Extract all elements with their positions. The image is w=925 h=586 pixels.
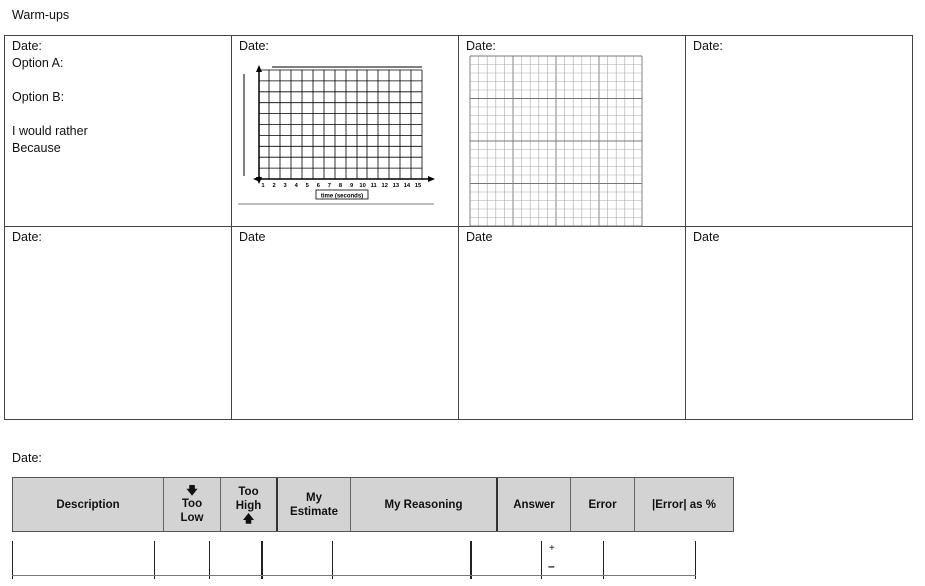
x-tick-label: 4 xyxy=(294,183,298,189)
error-input-cell[interactable] xyxy=(558,541,603,575)
warmup-cell-6[interactable] xyxy=(232,227,458,419)
y-arrow-up-icon xyxy=(256,65,262,72)
because-label: Because xyxy=(12,141,61,155)
my-estimate-input-cell[interactable] xyxy=(263,541,332,575)
arrow-up-icon: 🡅 xyxy=(242,512,255,525)
x-tick-label: 9 xyxy=(349,183,354,189)
x-tick-label: 6 xyxy=(316,183,320,189)
coordinate-graph xyxy=(236,60,436,210)
too-high-input-cell[interactable] xyxy=(210,541,261,575)
warmup-cell-graph[interactable] xyxy=(232,36,458,226)
cell-date-label: Date: xyxy=(466,39,496,53)
my-reasoning-input-cell[interactable] xyxy=(333,541,470,575)
header-too-high: Too High 🡅 xyxy=(221,478,278,531)
x-tick-label: 14 xyxy=(403,183,411,189)
x-tick-label: 2 xyxy=(272,183,276,189)
x-tick-label: 3 xyxy=(283,183,287,189)
cell-date-label: Date: xyxy=(12,230,42,244)
x-tick-label: 5 xyxy=(305,183,309,189)
warmup-cell-8[interactable] xyxy=(686,227,912,419)
cell-date-label: Date: xyxy=(239,39,269,53)
header-description: Description xyxy=(13,478,164,531)
option-b-label: Option B: xyxy=(12,90,65,104)
x-tick-label: 11 xyxy=(370,183,377,189)
x-axis-label: time (seconds) xyxy=(320,193,364,200)
x-tick-label: 15 xyxy=(414,183,422,189)
warmups-grid xyxy=(4,35,913,420)
minus-sign: – xyxy=(548,559,555,573)
x-tick-label: 7 xyxy=(327,183,332,189)
warmup-cell-grid-paper[interactable] xyxy=(459,36,685,226)
warmup-cell-5[interactable] xyxy=(5,227,231,419)
error-percent-input-cell[interactable] xyxy=(604,541,695,575)
row-bottom-line xyxy=(12,575,696,576)
header-error: Error xyxy=(571,478,635,531)
x-arrow-left-icon xyxy=(253,176,260,182)
option-a-label: Option A: xyxy=(12,56,64,70)
cell-date-label: Date xyxy=(693,230,720,244)
header-too-low: 🡇 Too Low xyxy=(164,478,221,531)
cell-date-label: Date xyxy=(466,230,493,244)
too-low-input-cell[interactable] xyxy=(155,541,209,575)
row-divider xyxy=(541,541,542,579)
row-divider xyxy=(695,541,696,579)
x-tick-label: 10 xyxy=(359,183,366,189)
estimation-date-label: Date: xyxy=(12,451,42,465)
cell-date-label: Date xyxy=(239,230,266,244)
warmup-cell-4[interactable] xyxy=(686,36,912,226)
x-tick-label: 12 xyxy=(381,183,389,189)
x-tick-label: 8 xyxy=(338,183,343,189)
warmup-cell-would-you-rather[interactable] xyxy=(5,36,231,226)
cell-date-label: Date: xyxy=(12,39,42,53)
plus-sign: + xyxy=(549,543,555,554)
cell-date-label: Date: xyxy=(693,39,723,53)
estimation-header xyxy=(12,477,734,532)
grid-paper xyxy=(469,55,643,227)
header-error-percent: |Error| as % xyxy=(652,498,716,511)
x-arrow-right-icon xyxy=(428,176,435,182)
arrow-down-icon: 🡇 xyxy=(186,484,198,497)
x-tick-label: 1 xyxy=(261,183,265,189)
answer-input-cell[interactable] xyxy=(472,541,541,575)
description-input-cell[interactable] xyxy=(13,541,154,575)
page-title: Warm-ups xyxy=(12,8,70,22)
header-answer: Answer xyxy=(498,478,571,531)
header-my-reasoning: My Reasoning xyxy=(351,478,498,531)
warmup-cell-7[interactable] xyxy=(459,227,685,419)
rather-label: I would rather xyxy=(12,124,88,138)
x-tick-label: 13 xyxy=(392,183,400,189)
header-my-estimate: My Estimate xyxy=(278,478,351,531)
